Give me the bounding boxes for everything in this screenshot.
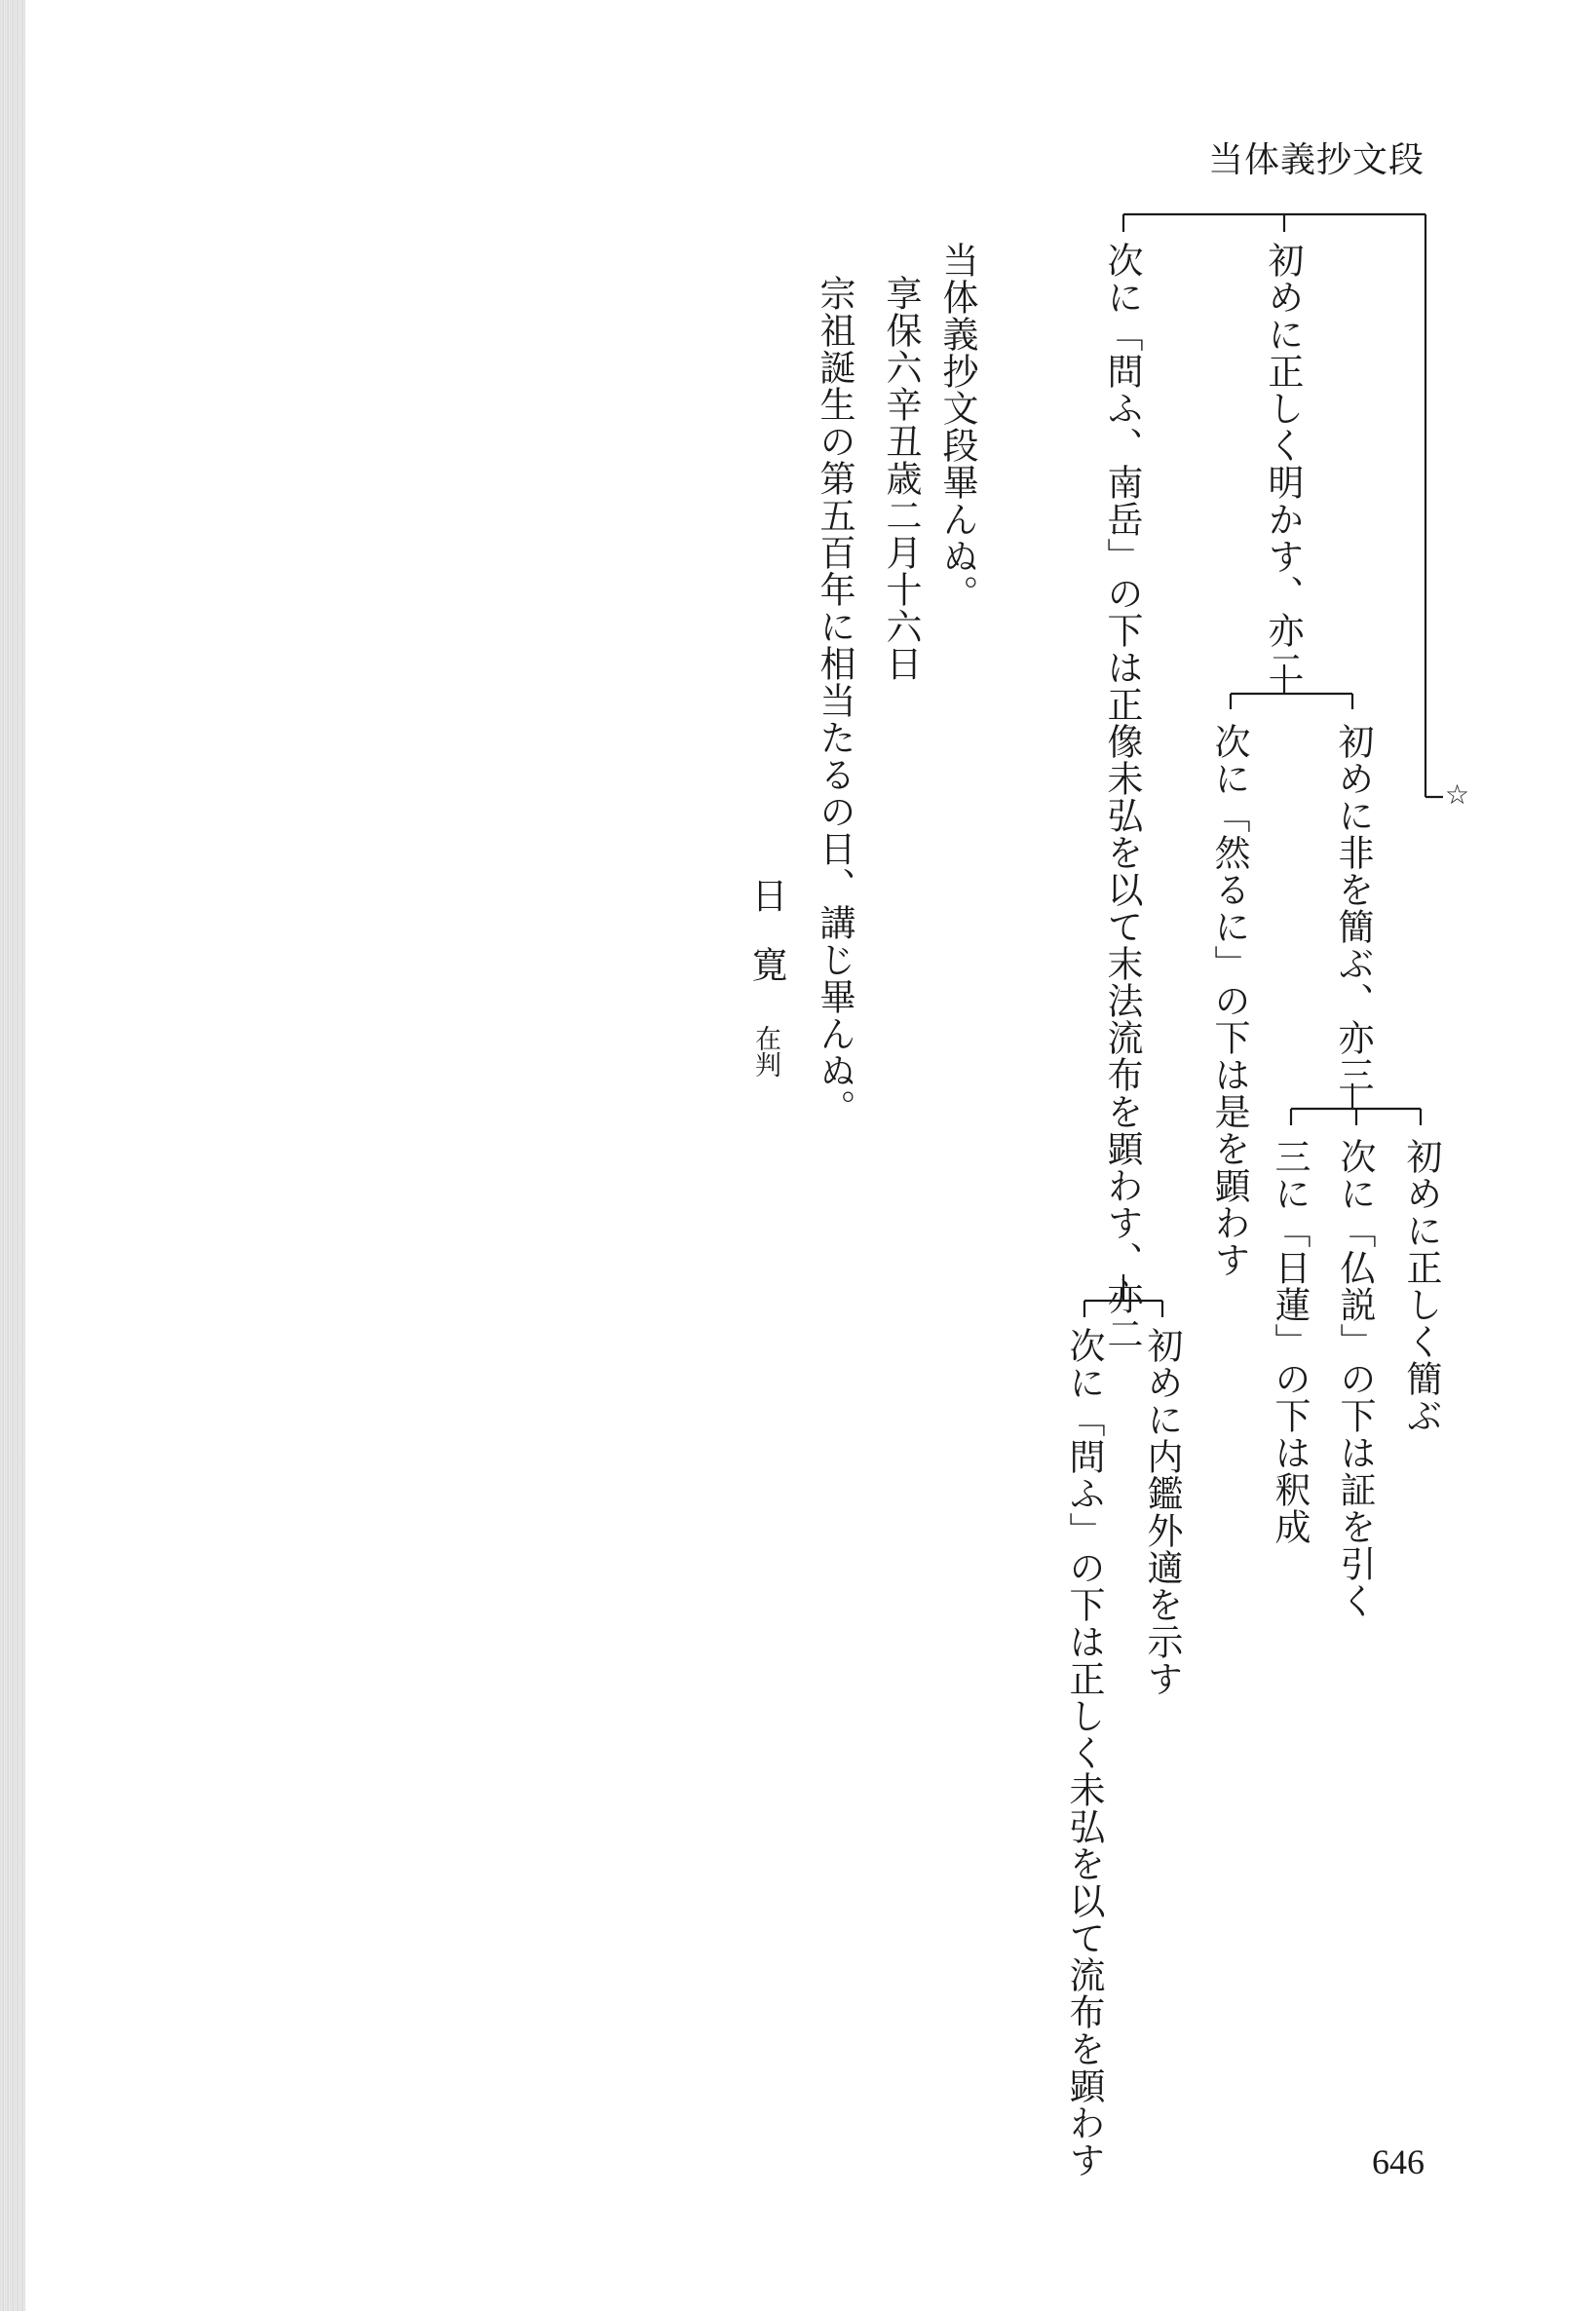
colophon-seal: 在判 — [750, 1025, 780, 1078]
colophon-author: 日寛 — [745, 877, 787, 1015]
colophon-closing: 当体義抄文段畢んぬ。 — [936, 242, 978, 612]
branch-1-1-text: 初めに非を簡ぶ、亦三 — [1332, 723, 1374, 1093]
colophon-date: 享保六辛丑歳二月十六日 — [880, 275, 922, 682]
branch-2-2-text: 次に「問ふ」の下は正しく未弘を以て流布を顕わす — [1063, 1327, 1105, 2178]
branch-1-1-3-text: 三に「日蓮」の下は釈成 — [1269, 1138, 1311, 1545]
page-number: 646 — [1372, 2142, 1425, 2181]
branch-1-text: 初めに正しく明かす、亦二 — [1262, 242, 1304, 686]
branch-2-text: 次に「問ふ、南岳」の下は正像未弘を以て末法流布を顕わす、亦二 — [1101, 242, 1143, 1352]
star-icon: ☆ — [1445, 778, 1470, 811]
branch-2-1-text: 初めに内鑑外適を示す — [1141, 1327, 1183, 1697]
colophon-anniversary: 宗祖誕生の第五百年に相当たるの日、講じ畢んぬ。 — [814, 275, 855, 1126]
page-title: 当体義抄文段 — [1208, 140, 1425, 180]
branch-1-1-2-text: 次に「仏説」の下は証を引く — [1334, 1138, 1376, 1619]
branch-1-1-1-text: 初めに正しく簡ぶ — [1400, 1138, 1442, 1434]
branch-1-2-text: 次に「然るに」の下は是を顕わす — [1208, 723, 1250, 1278]
